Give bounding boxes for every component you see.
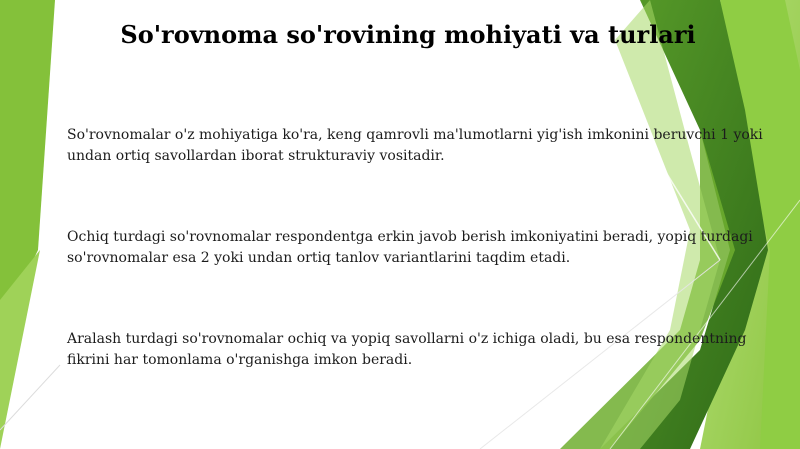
slide-title: So'rovnoma so'rovining mohiyati va turlari [120,20,696,49]
paragraph-open-closed-types: Ochiq turdagi so'rovnomalar respondentga erkin javob berish imkoniyatini beradi, yopiq turdagi so'rovnomalar esa 2 yoki undan ortiq tanlov variantlarini taqdim etadi. [67,229,753,266]
paragraph-definition: So'rovnomalar o'z mohiyatiga ko'ra, keng qamrovli ma'lumotlarni yig'ish imkonini beruvchi 1 yoki undan ortiq savollardan iborat strukturaviy vositadir. [67,127,763,164]
paragraph-mixed-type: Aralash turdagi so'rovnomalar ochiq va yopiq savollarni o'z ichiga oladi, bu esa respondentning fikrini har tomonlama o'rganishga imkon beradi. [67,331,747,368]
